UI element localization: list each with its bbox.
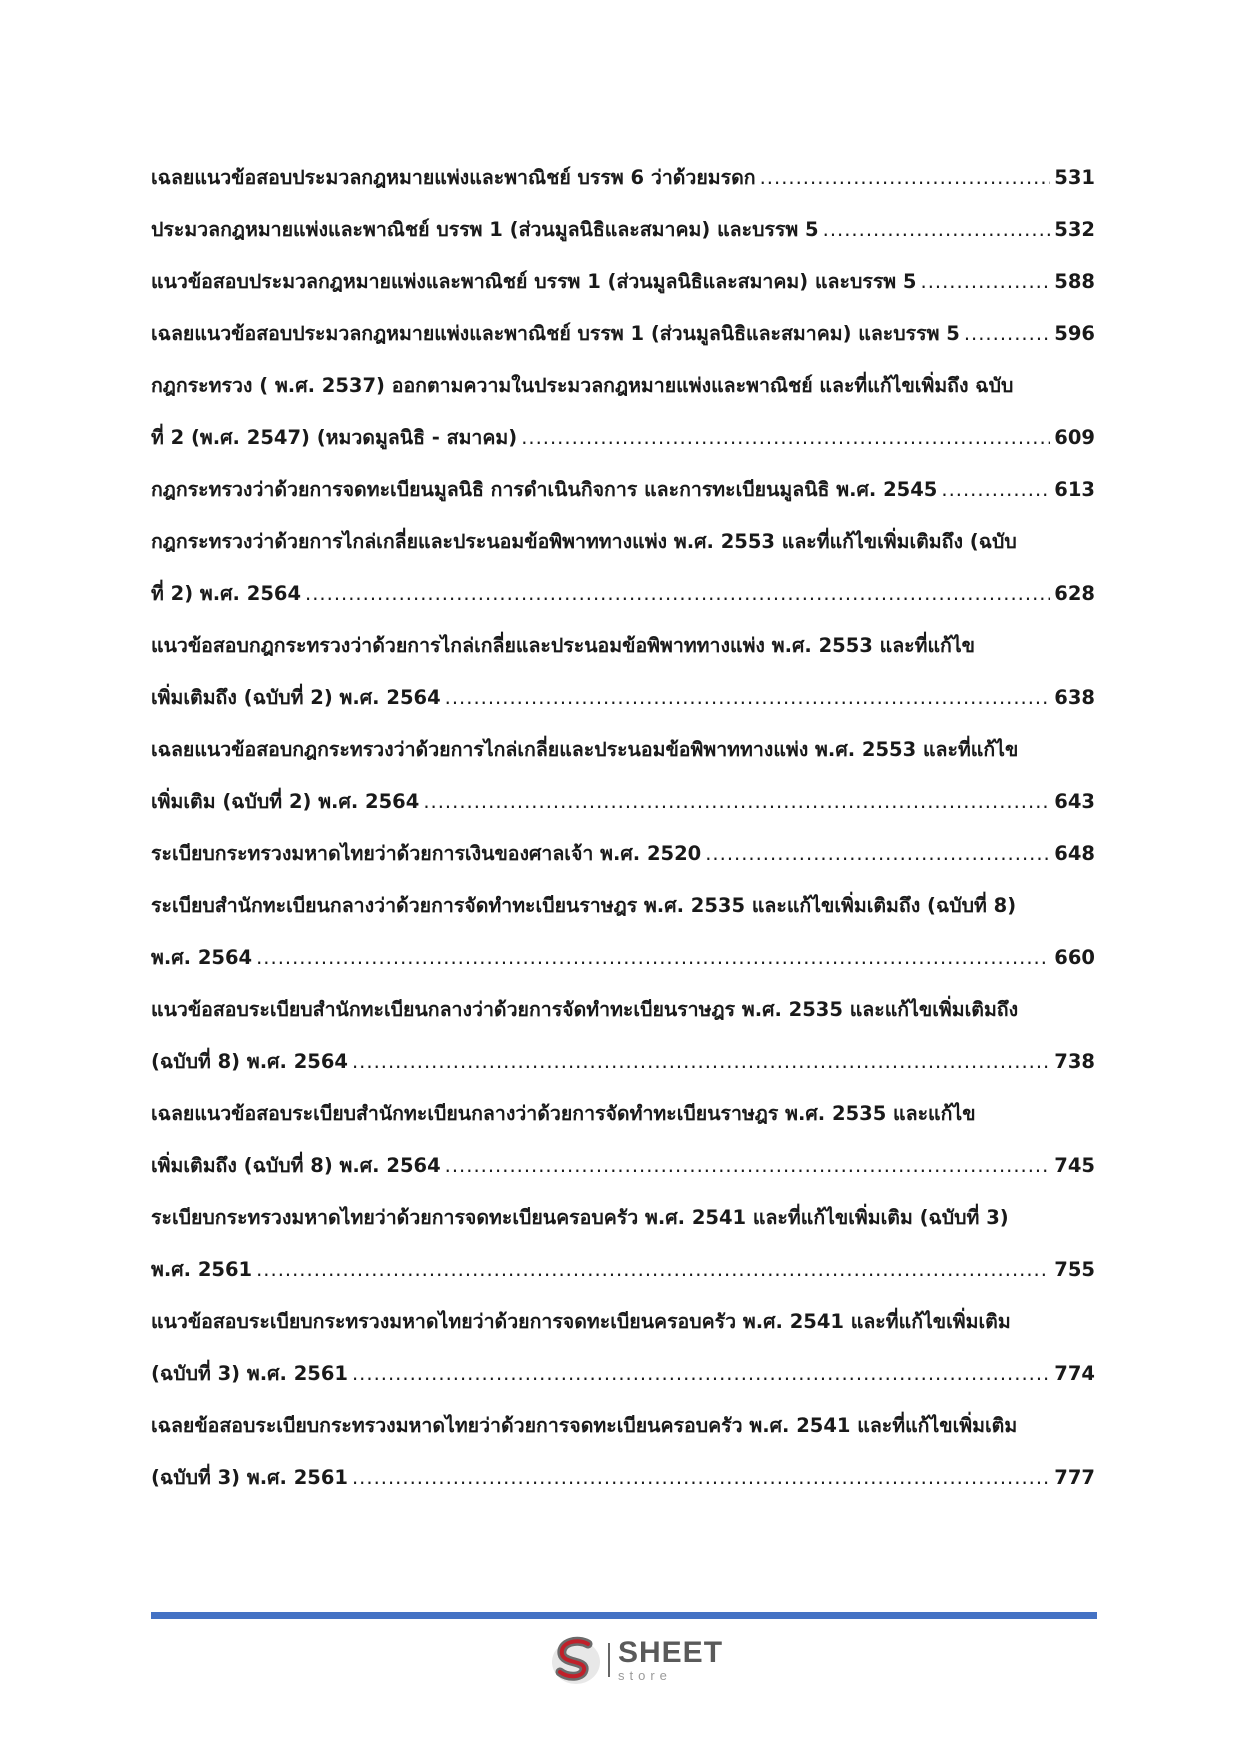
toc-dot-leader [256, 1244, 1050, 1296]
toc-entry-title: เพิ่มเติมถึง (ฉบับที่ 8) พ.ศ. 2564 [151, 1154, 441, 1177]
toc-entry-title: แนวข้อสอบประมวลกฎหมายแพ่งและพาณิชย์ บรรพ 1 (ส่วนมูลนิธิและสมาคม) และบรรพ 5 [151, 270, 917, 293]
toc-entry[interactable] [151, 204, 1095, 256]
toc-page-number: 648 [1054, 842, 1095, 865]
toc-page-number: 777 [1054, 1466, 1095, 1489]
toc-dot-leader [445, 672, 1051, 724]
toc-page-number: 588 [1054, 270, 1095, 293]
toc-entry-title: ระเบียบกระทรวงมหาดไทยว่าด้วยการเงินของศาลเจ้า พ.ศ. 2520 [151, 842, 702, 865]
toc-entry-title-line: กฎกระทรวงว่าด้วยการไกล่เกลี่ยและประนอมข้อพิพาททางแพ่ง พ.ศ. 2553 และที่แก้ไขเพิ่มเติมถึง (ฉบับ [151, 530, 1017, 553]
toc-entry[interactable] [151, 620, 1095, 724]
toc-entry-title-line: เฉลยข้อสอบระเบียบกระทรวงมหาดไทยว่าด้วยการจดทะเบียนครอบครัว พ.ศ. 2541 และที่แก้ไขเพิ่มเติม [151, 1414, 1018, 1437]
toc-entry[interactable] [151, 724, 1095, 828]
toc-entry-title: พ.ศ. 2561 [151, 1258, 253, 1281]
toc-entry-title: (ฉบับที่ 3) พ.ศ. 2561 [151, 1362, 348, 1385]
toc-page-number: 660 [1054, 946, 1095, 969]
toc-page-number: 745 [1054, 1154, 1095, 1177]
toc-entry-title: ประมวลกฎหมายแพ่งและพาณิชย์ บรรพ 1 (ส่วนมูลนิธิและสมาคม) และบรรพ 5 [151, 218, 819, 241]
toc-entry-title: พ.ศ. 2564 [151, 946, 253, 969]
logo-sub-text: store [618, 1668, 672, 1683]
toc-entry-title: เฉลยแนวข้อสอบประมวลกฎหมายแพ่งและพาณิชย์ บรรพ 6 ว่าด้วยมรดก [151, 166, 756, 189]
toc-entry-title: เพิ่มเติมถึง (ฉบับที่ 2) พ.ศ. 2564 [151, 686, 441, 709]
toc-dot-leader [964, 308, 1050, 360]
table-of-contents [151, 152, 1095, 1504]
toc-page-number: 613 [1054, 478, 1095, 501]
toc-entry[interactable] [151, 256, 1095, 308]
toc-page-number: 531 [1054, 166, 1095, 189]
toc-page-number: 738 [1054, 1050, 1095, 1073]
toc-page-number: 532 [1054, 218, 1095, 241]
logo-brand-text: SHEET [618, 1636, 724, 1669]
toc-entry-title-line: แนวข้อสอบระเบียบสำนักทะเบียนกลางว่าด้วยการจัดทำทะเบียนราษฎร พ.ศ. 2535 และแก้ไขเพิ่มเติมถึง [151, 998, 1019, 1021]
toc-entry[interactable] [151, 360, 1095, 464]
toc-entry[interactable] [151, 1400, 1095, 1504]
toc-entry[interactable] [151, 308, 1095, 360]
toc-page-number: 609 [1054, 426, 1095, 449]
toc-page-number: 755 [1054, 1258, 1095, 1281]
toc-entry-title: ที่ 2 (พ.ศ. 2547) (หมวดมูลนิธิ - สมาคม) [151, 426, 518, 449]
logo-separator [608, 1643, 610, 1677]
toc-entry-title: ที่ 2) พ.ศ. 2564 [151, 582, 302, 605]
toc-entry-title: กฎกระทรวงว่าด้วยการจดทะเบียนมูลนิธิ การดำเนินกิจการ และการทะเบียนมูลนิธิ พ.ศ. 2545 [151, 478, 938, 501]
toc-entry[interactable] [151, 516, 1095, 620]
toc-dot-leader [256, 932, 1050, 984]
toc-dot-leader [705, 828, 1050, 880]
toc-dot-leader [921, 256, 1051, 308]
toc-entry-title: เพิ่มเติม (ฉบับที่ 2) พ.ศ. 2564 [151, 790, 420, 813]
toc-entry[interactable] [151, 152, 1095, 204]
toc-entry[interactable] [151, 1088, 1095, 1192]
toc-entry[interactable] [151, 1192, 1095, 1296]
footer-rule [151, 1612, 1097, 1619]
toc-entry-title-line: แนวข้อสอบระเบียบกระทรวงมหาดไทยว่าด้วยการจดทะเบียนครอบครัว พ.ศ. 2541 และที่แก้ไขเพิ่มเติม [151, 1310, 1011, 1333]
toc-dot-leader [305, 568, 1050, 620]
toc-entry-title: (ฉบับที่ 8) พ.ศ. 2564 [151, 1050, 348, 1073]
toc-dot-leader [445, 1140, 1051, 1192]
toc-entry[interactable] [151, 1296, 1095, 1400]
sheet-store-logo [548, 1632, 728, 1688]
toc-dot-leader [352, 1036, 1050, 1088]
toc-entry-title: (ฉบับที่ 3) พ.ศ. 2561 [151, 1466, 348, 1489]
toc-entry-title-line: ระเบียบสำนักทะเบียนกลางว่าด้วยการจัดทำทะเบียนราษฎร พ.ศ. 2535 และแก้ไขเพิ่มเติมถึง (ฉบับที่ 8) [151, 894, 1017, 917]
toc-dot-leader [352, 1452, 1050, 1504]
toc-dot-leader [760, 152, 1051, 204]
toc-entry-title-line: ระเบียบกระทรวงมหาดไทยว่าด้วยการจดทะเบียนครอบครัว พ.ศ. 2541 และที่แก้ไขเพิ่มเติม (ฉบับที่ 3) [151, 1206, 1009, 1229]
toc-entry-title-line: แนวข้อสอบกฎกระทรวงว่าด้วยการไกล่เกลี่ยและประนอมข้อพิพาททางแพ่ง พ.ศ. 2553 และที่แก้ไข [151, 634, 975, 657]
toc-entry-title-line: เฉลยแนวข้อสอบระเบียบสำนักทะเบียนกลางว่าด้วยการจัดทำทะเบียนราษฎร พ.ศ. 2535 และแก้ไข [151, 1102, 976, 1125]
toc-dot-leader [352, 1348, 1050, 1400]
toc-dot-leader [423, 776, 1050, 828]
toc-dot-leader [823, 204, 1051, 256]
toc-page-number: 628 [1054, 582, 1095, 605]
toc-dot-leader [521, 412, 1050, 464]
toc-entry[interactable] [151, 984, 1095, 1088]
toc-page-number: 643 [1054, 790, 1095, 813]
toc-entry-title: เฉลยแนวข้อสอบประมวลกฎหมายแพ่งและพาณิชย์ บรรพ 1 (ส่วนมูลนิธิและสมาคม) และบรรพ 5 [151, 322, 960, 345]
toc-page-number: 774 [1054, 1362, 1095, 1385]
toc-entry[interactable] [151, 880, 1095, 984]
toc-entry-title-line: กฎกระทรวง ( พ.ศ. 2537) ออกตามความในประมวลกฎหมายแพ่งและพาณิชย์ และที่แก้ไขเพิ่มถึง ฉบับ [151, 374, 1014, 397]
toc-entry[interactable] [151, 464, 1095, 516]
toc-entry-title-line: เฉลยแนวข้อสอบกฎกระทรวงว่าด้วยการไกล่เกลี่ยและประนอมข้อพิพาททางแพ่ง พ.ศ. 2553 และที่แก้ไข [151, 738, 1019, 761]
toc-page-number: 596 [1054, 322, 1095, 345]
toc-page-number: 638 [1054, 686, 1095, 709]
toc-entry[interactable] [151, 828, 1095, 880]
toc-dot-leader [941, 464, 1050, 516]
sheet-store-s-icon [548, 1632, 604, 1688]
